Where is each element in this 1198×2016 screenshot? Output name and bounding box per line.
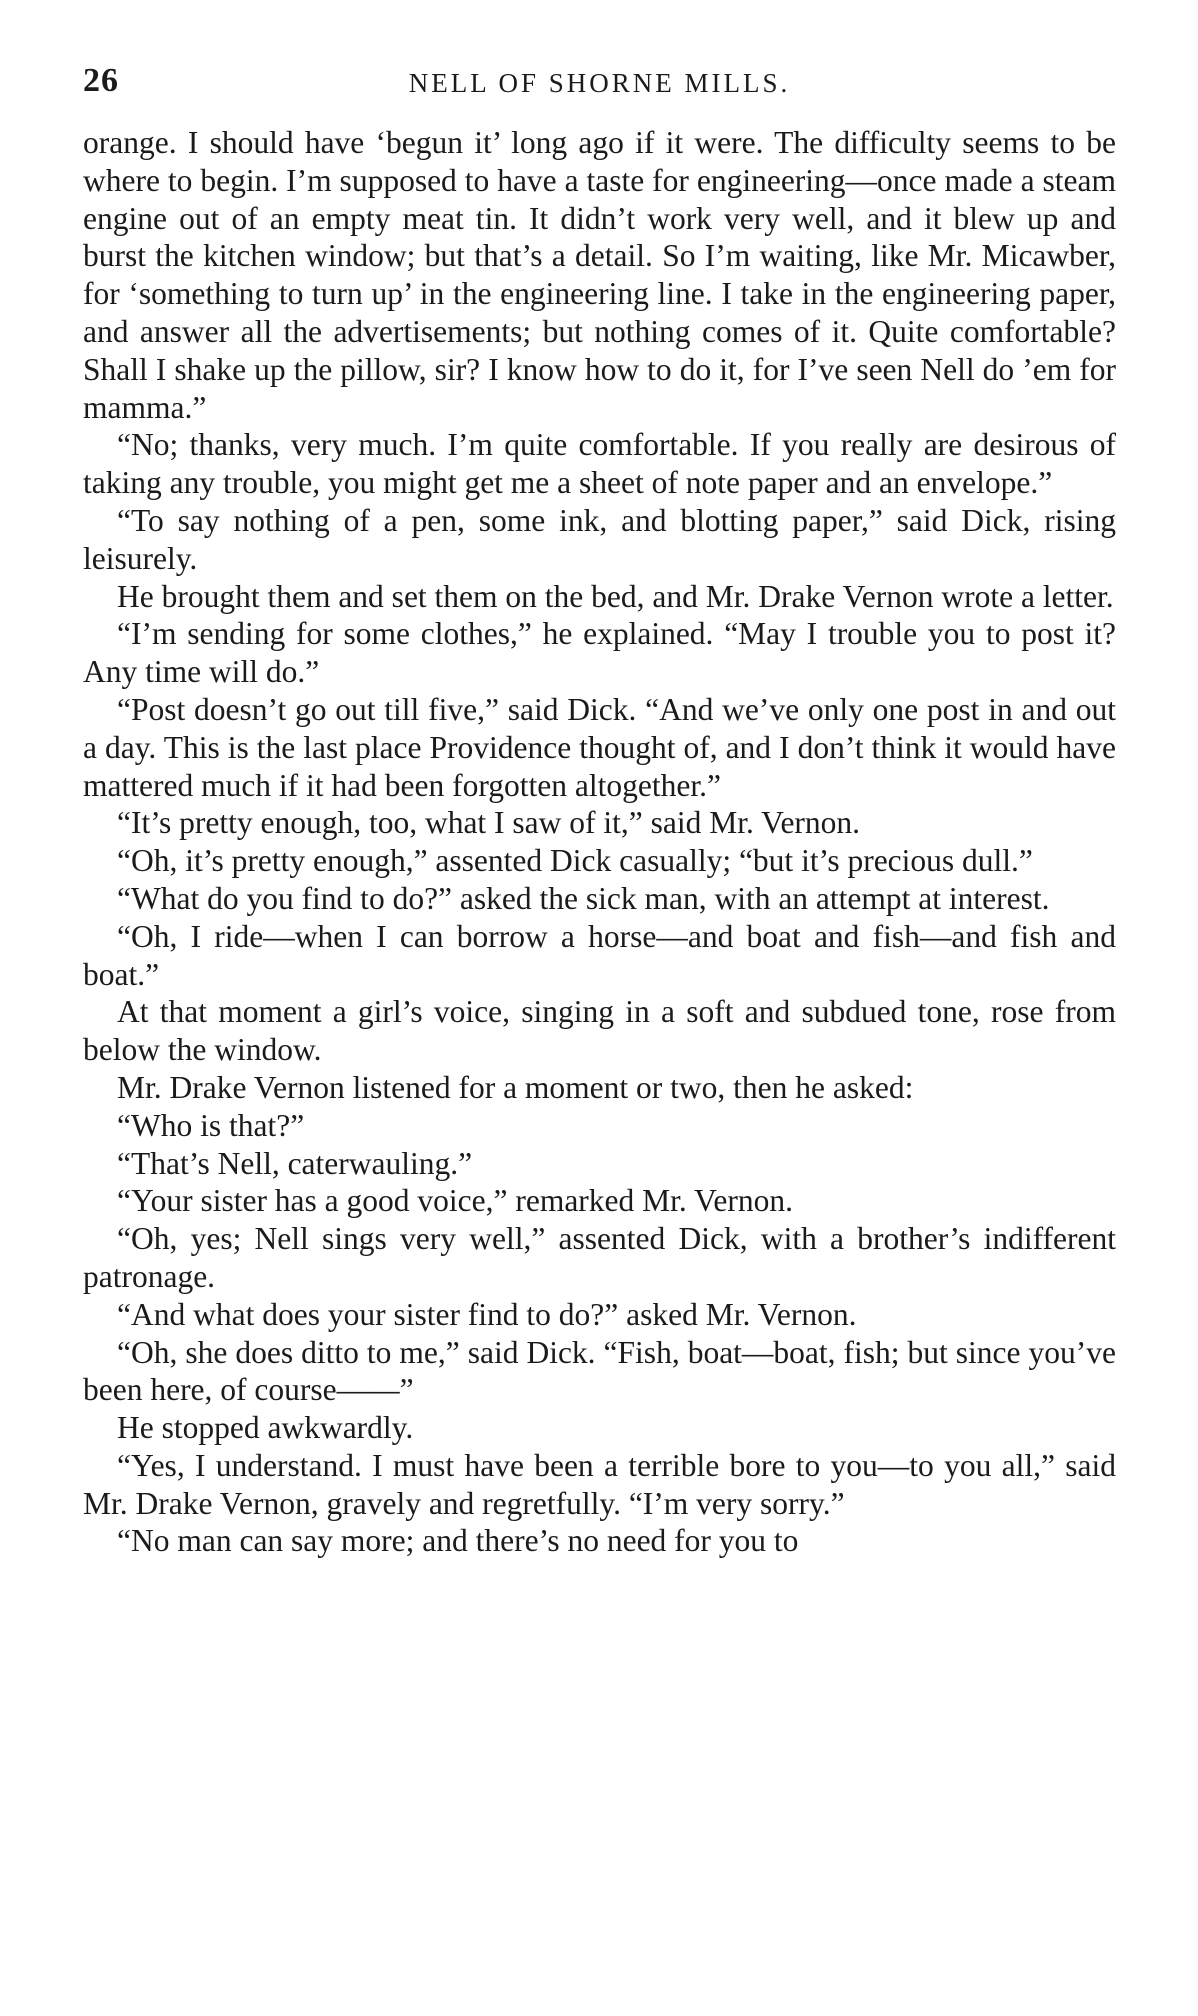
paragraph: “Oh, I ride—when I can borrow a horse—and boat and fish—and fish and boat.” xyxy=(83,918,1116,992)
paragraph: “To say nothing of a pen, some ink, and blotting paper,” said Dick, rising leisurely. xyxy=(83,502,1116,576)
paragraph: “No man can say more; and there’s no need for you to xyxy=(117,1523,799,1559)
paragraph: “And what does your sister find to do?” asked Mr. Vernon. xyxy=(117,1296,857,1332)
paragraph: “Oh, it’s pretty enough,” assented Dick casually; “but it’s precious dull.” xyxy=(117,843,1033,879)
paragraph: “Oh, yes; Nell sings very well,” assented Dick, with a brother’s indifferent patronage. xyxy=(83,1221,1116,1294)
paragraph: At that moment a girl’s voice, singing in a soft and subdued tone, rose from below the window. xyxy=(83,994,1116,1068)
paragraph: “Oh, she does ditto to me,” said Dick. “Fish, boat—boat, fish; but since you’ve been here, of course——” xyxy=(83,1334,1116,1408)
paragraph: “Yes, I understand. I must have been a terrible bore to you—to you all,” said Mr. Drake Vernon, gravely and regretfully. “I’m very sorry.” xyxy=(83,1447,1116,1521)
paragraph: orange. I should have ‘begun it’ long ago if it were. The difficulty seems to be where to begin. I’m supposed to have a taste for engineering—once made a steam engine out of an empty meat tin. It didn’t work very well, and it blew up and burst the kitchen window; but that’s a detail. So I’m waiting, like Mr. Micawber, for ‘something to turn up’ in the engineering line. I take in the engineering paper, and answer all the advertisements; but nothing comes of it. Quite comfortable? Shall I shake up the pillow, sir? I know how to do it, for I’ve seen Nell do ’em for mamma.” xyxy=(83,125,1116,425)
paragraph: “Who is that?” xyxy=(117,1107,305,1143)
running-title: NELL OF SHORNE MILLS. xyxy=(408,68,791,98)
book-page xyxy=(83,62,1116,1560)
page-header xyxy=(83,62,1116,108)
paragraph: He brought them and set them on the bed, and Mr. Drake Vernon wrote a letter. xyxy=(117,578,1114,614)
paragraph: “It’s pretty enough, too, what I saw of it,” said Mr. Vernon. xyxy=(117,805,861,841)
paragraph: He stopped awkwardly. xyxy=(117,1410,414,1446)
body-text xyxy=(83,124,1116,1560)
paragraph: “Your sister has a good voice,” remarked Mr. Vernon. xyxy=(117,1183,793,1219)
paragraph: “Post doesn’t go out till five,” said Dick. “And we’ve only one post in and out a day. This is the last place Providence thought of, and I don’t think it would have mattered much if it had been forgotten altogether.” xyxy=(83,691,1116,803)
paragraph: “What do you find to do?” asked the sick man, with an attempt at interest. xyxy=(117,880,1050,916)
paragraph: “That’s Nell, caterwauling.” xyxy=(117,1145,473,1181)
paragraph: Mr. Drake Vernon listened for a moment or two, then he asked: xyxy=(117,1069,914,1105)
paragraph: “I’m sending for some clothes,” he explained. “May I trouble you to post it? Any time will do.” xyxy=(83,616,1116,690)
paragraph: “No; thanks, very much. I’m quite comfortable. If you really are desirous of taking any trouble, you might get me a sheet of note paper and an envelope.” xyxy=(83,427,1116,501)
page-number: 26 xyxy=(83,62,119,99)
